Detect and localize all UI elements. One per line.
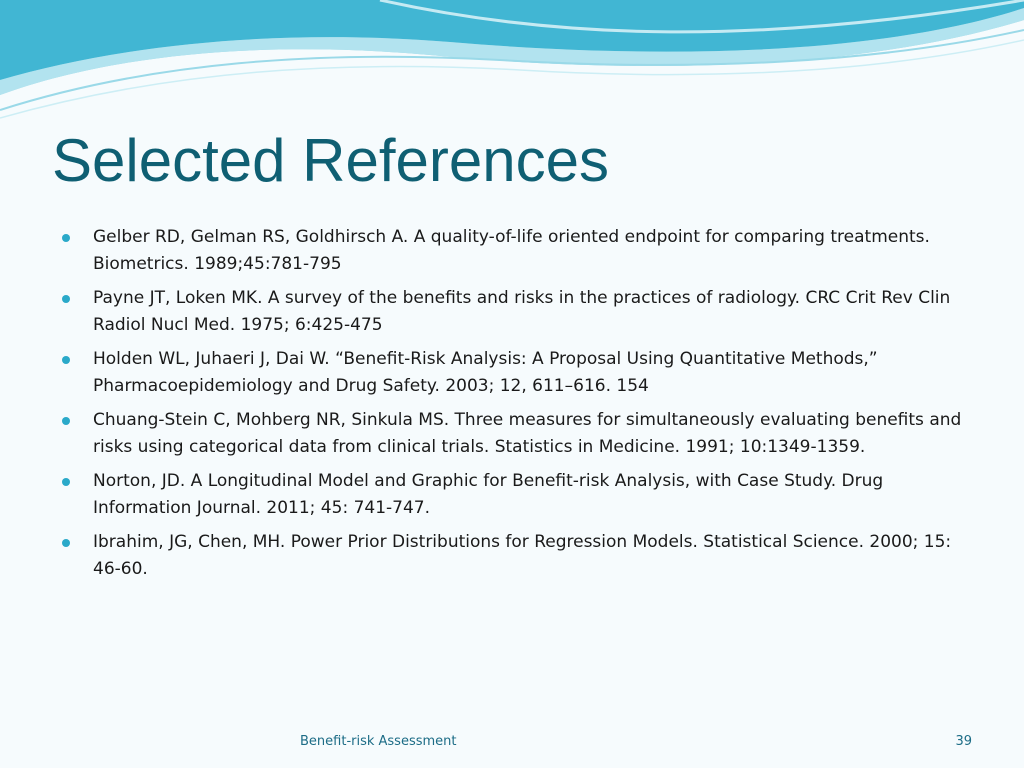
reference-text: Chuang-Stein C, Mohberg NR, Sinkula MS. Three measures for simultaneously evaluating benefits and risks using categorical data from clinical trials. Statistics in Medicine. 1991; 10:1349-1359.: [93, 410, 962, 457]
reference-text: Norton, JD. A Longitudinal Model and Graphic for Benefit-risk Analysis, with Case Study. Drug Information Journal. 2011; 45: 741-747.: [93, 471, 884, 518]
page-number: 39: [955, 734, 972, 749]
bullet-icon: [62, 356, 70, 364]
reference-text: Gelber RD, Gelman RS, Goldhirsch A. A quality-of-life oriented endpoint for comparing treatments. Biometrics. 1989;45:781-795: [93, 227, 930, 274]
bullet-icon: [62, 295, 70, 303]
reference-item: [62, 407, 962, 461]
reference-list: [62, 224, 962, 590]
bullet-icon: [62, 234, 70, 242]
reference-text: Ibrahim, JG, Chen, MH. Power Prior Distributions for Regression Models. Statistical Science. 2000; 15: 46-60.: [93, 532, 952, 579]
reference-item: [62, 224, 962, 278]
bullet-icon: [62, 478, 70, 486]
footer-title: Benefit-risk Assessment: [300, 734, 457, 749]
header-wave-decoration: [0, 0, 1024, 130]
bullet-icon: [62, 539, 70, 547]
reference-item: [62, 468, 962, 522]
bullet-icon: [62, 417, 70, 425]
slide-title: Selected References: [52, 127, 609, 194]
reference-item: [62, 346, 962, 400]
reference-text: Payne JT, Loken MK. A survey of the benefits and risks in the practices of radiology. CRC Crit Rev Clin Radiol Nucl Med. 1975; 6:425-475: [93, 288, 951, 335]
reference-item: [62, 529, 962, 583]
reference-item: [62, 285, 962, 339]
reference-text: Holden WL, Juhaeri J, Dai W. “Benefit-Risk Analysis: A Proposal Using Quantitative Methods,” Pharmacoepidemiology and Drug Safety. 2003; 12, 611–616. 154: [93, 349, 878, 396]
